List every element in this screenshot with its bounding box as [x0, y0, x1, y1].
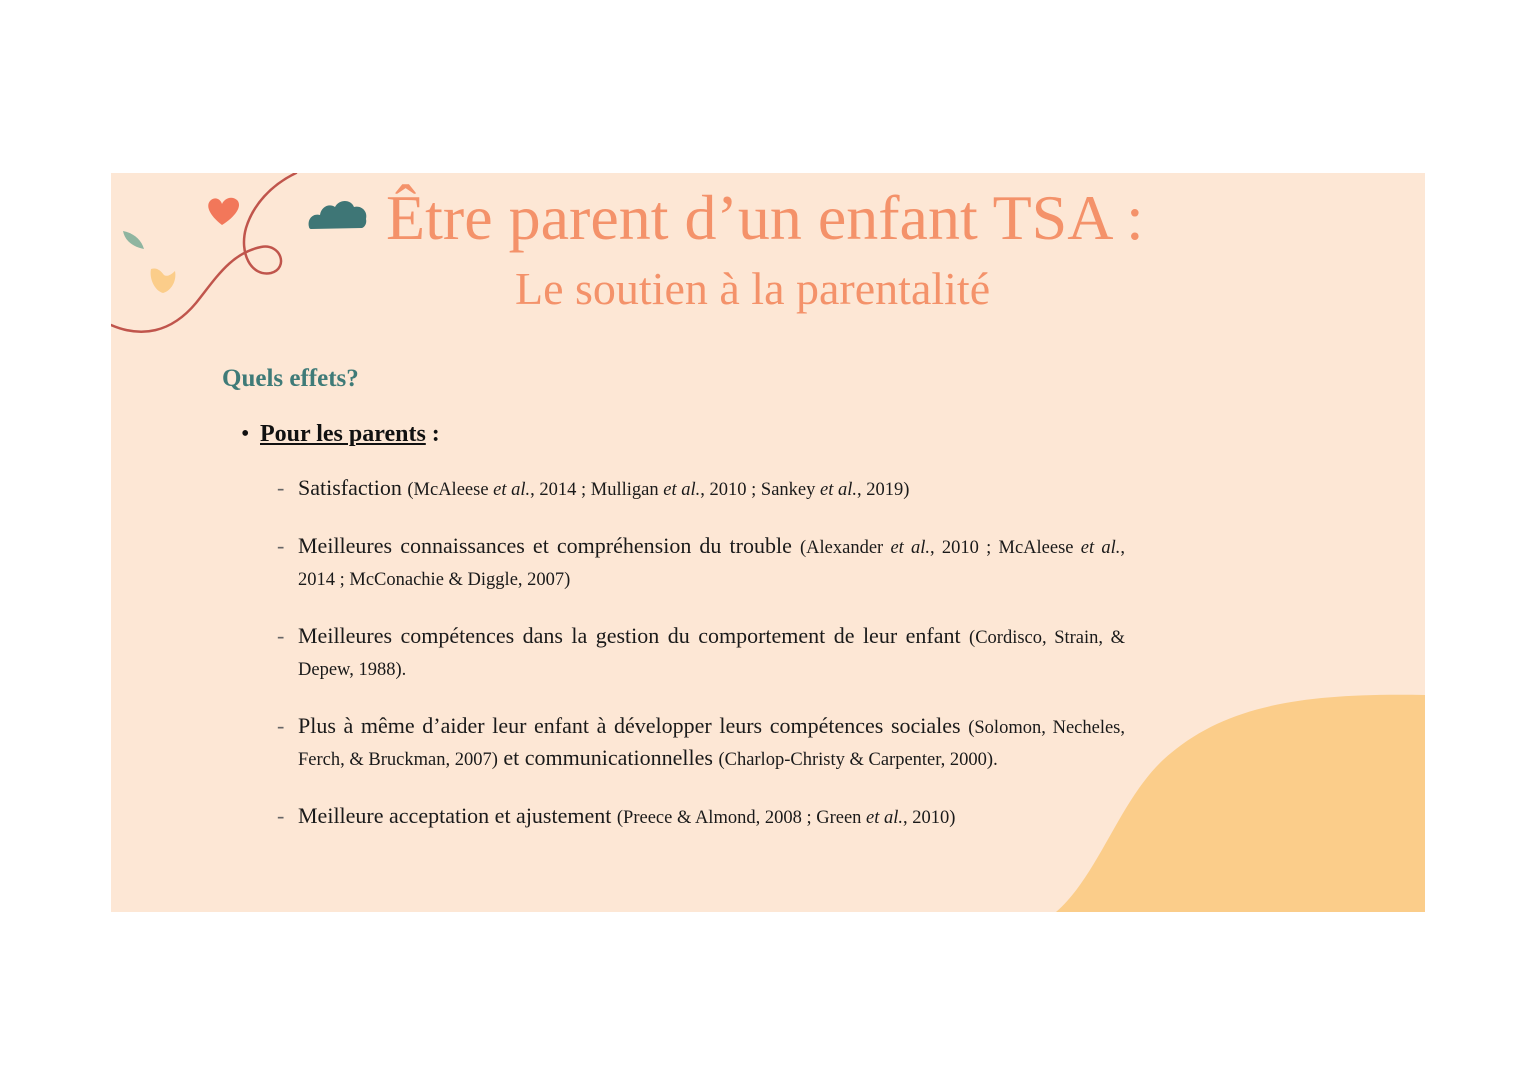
item-text: Meilleure acceptation et ajustement [298, 803, 612, 828]
item-text: Meilleures connaissances et compréhension du trouble [298, 533, 792, 558]
list-item: - Plus à même d’aider leur enfant à développer leurs compétences sociales (Solomon, Necheles, Ferch, & Bruckman, 2007) et communicationnelles (Charlop-Christy & Carpenter, 2000). [277, 713, 1126, 770]
item-text: Satisfaction [298, 475, 402, 500]
leaf-icon [123, 231, 144, 249]
list-item: - Meilleure acceptation et ajustement (Preece & Almond, 2008 ; Green et al., 2010) [277, 803, 956, 828]
item-reference: (Solomon, Necheles, Ferch, & Bruckman, 2007) [298, 718, 1126, 770]
bullet-point [241, 421, 440, 448]
item-reference: (Alexander et al., 2010 ; McAleese et al., 2014 ; McConachie & Diggle, 2007) [298, 538, 1125, 590]
bullet-dot: • [241, 421, 250, 447]
item-reference: (Preece & Almond, 2008 ; Green et al., 2010) [616, 808, 956, 828]
item-reference: (Cordisco, Strain, & Depew, 1988). [298, 628, 1126, 680]
item-text: Meilleures compétences dans la gestion du comportement de leur enfant [298, 623, 961, 648]
item-text: Plus à même d’aider leur enfant à développer leurs compétences sociales [298, 713, 961, 738]
list-item: - Meilleures compétences dans la gestion du comportement de leur enfant (Cordisco, Strain, & Depew, 1988). [277, 623, 1126, 680]
list-item: - Satisfaction (McAleese et al., 2014 ; Mulligan et al., 2010 ; Sankey et al., 2019) [277, 475, 910, 500]
tulip-icon [151, 268, 176, 293]
curl-line [111, 173, 296, 332]
heart-icon [208, 198, 239, 225]
list-item: - Meilleures connaissances et compréhension du trouble (Alexander et al., 2010 ; McAleese et al., 2014 ; McConachie & Diggle, 2007) [277, 533, 1125, 590]
slide [111, 173, 1425, 912]
bullet-suffix: : [425, 421, 440, 447]
effects-list [277, 473, 1125, 859]
item-reference: (Charlop-Christy & Carpenter, 2000). [718, 750, 998, 770]
item-text-continued: et communicationnelles [503, 745, 713, 770]
item-reference: (McAleese et al., 2014 ; Mulligan et al., 2010 ; Sankey et al., 2019) [407, 480, 910, 500]
section-heading: Quels effets? [222, 365, 359, 392]
bullet-label: Pour les parents [260, 421, 426, 447]
cloud-icon [307, 197, 369, 231]
slide-title: Être parent d’un enfant TSA : [386, 182, 1144, 253]
slide-subtitle: Le soutien à la parentalité [515, 263, 991, 314]
